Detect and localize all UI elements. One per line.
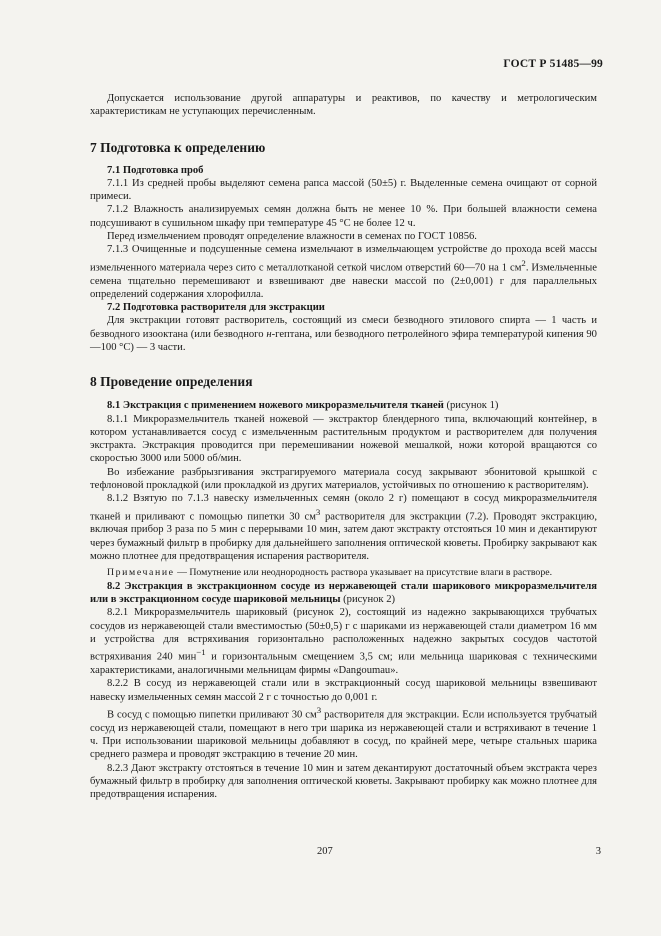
- note-label: Примечание: [107, 567, 175, 579]
- p72-part-a: Для экстракции готовят растворитель, состоящий из смеси безводного этилового спирта — 1 часть и безводного изооктана (или безводного: [90, 315, 597, 340]
- note: [90, 566, 597, 579]
- paragraph-7-1-3: [90, 243, 597, 301]
- section-8-title: 8 Проведение определения: [90, 374, 253, 390]
- subsection-8-2-ref: (рисунок 2): [340, 593, 396, 605]
- p713-superscript: 2: [521, 257, 526, 268]
- paragraph-8-2-1: [90, 606, 597, 677]
- subsection-8-1-title: [90, 399, 597, 412]
- subsection-7-2-title-text: 7.2 Подготовка растворителя для экстракции: [107, 302, 325, 314]
- p812-superscript: 3: [315, 506, 321, 517]
- paragraph-7-2: [90, 314, 597, 354]
- subsection-7-1-title-text: 7.1 Подготовка проб: [107, 164, 204, 176]
- standard-code: ГОСТ Р 51485—99: [503, 58, 603, 70]
- p822b-part-b: растворителя для экстракции. Если используется трубчатый сосуд из нержавеющей стали, помещают в него три шарика из нержавеющей стали и встряхивают в течение 1 ч. При использовании шариковой мельницы добавляют в сосуд, по крайней мере, четыре стальных шарика среднего размера и проводят экстракцию в течение 20 мин.: [90, 709, 597, 761]
- section-7-title: 7 Подготовка к определению: [90, 139, 266, 155]
- p812-part-b: растворителя для экстракции (7.2). Проводят экстракцию, включая прибор 3 раза по 5 мин с перерывами 10 мин, затем дают экстракту отстояться 10 мин и декантируют через бумажный фильтр в пробирку для дальнейшего заполнения оптической кюветы. Пробирку закрывают как можно плотнее для предотвращения испарения растворителя.: [90, 511, 597, 563]
- p713-part-a: 7.1.3 Очищенные и подсушенные семена измельчают в измельчающем устройстве до прохода всей массы измельченного материала через сито с металлотканой сеткой числом отверстий 60—70 на 1 см: [90, 244, 597, 274]
- subsection-7-1-title: [90, 164, 597, 177]
- p821-part-a: 8.2.1 Микроразмельчитель шариковый (рисунок 2), состоящий из надежно закрывающихся трубчатых сосудов из нержавеющей стали вместимостью (50±0,5) г с шариками из нержавеющей стали диаметром 16 мм и устройства для встряхивания горизонтально расположенных надежно закрытых сосудов частотой встряхивания 240 мин: [90, 607, 597, 663]
- p821-superscript: −1: [196, 647, 206, 658]
- paragraph-8-1-1: 8.1.1 Микроразмельчитель тканей ножевой — экстрактор блендерного типа, включающий контейнер, в котором устанавливается сосуд с измельченным растительным продуктом и растворителем для получения экстракта. Экстракция проводится при перемешивании ножевой мешалкой, ножи которой вращаются со скоростью 3000 или 5000 об/мин.: [90, 413, 597, 465]
- paragraph-8-1-2: [90, 492, 597, 563]
- p822b-part-a: В сосуд с помощью пипетки приливают 30 см: [107, 709, 317, 721]
- p821-part-b: и горизонтальным смещением 3,5 см; или мельница шариковая с техническими характеристиками, аналогичными мельницам фирмы «Dangoumau».: [90, 651, 598, 676]
- subsection-7-2-title: [90, 301, 597, 314]
- paragraph-7-1-2-b: Перед измельчением проводят определение влажности в семенах по ГОСТ 10856.: [107, 231, 477, 243]
- paragraph-7-1-1: 7.1.1 Из средней пробы выделяют семена рапса массой (50±5) г. Выделенные семена очищают от сорной примеси.: [90, 177, 597, 203]
- subsection-8-2-title-text: 8.2 Экстракция в экстракционном сосуде из нержавеющей стали шарикового микроразмельчителя или в экстракционном сосуде шариковой мельницы: [90, 580, 597, 605]
- p72-italic-n: н: [266, 328, 272, 340]
- paragraph-7-1-2: 7.1.2 Влажность анализируемых семян должна быть не менее 10 %. При большей влажности семена подсушивают в сушильном шкафу при температуре 45 °С не более 12 ч.: [90, 204, 597, 229]
- subsection-8-1-title-text: 8.1 Экстракция с применением ножевого микроразмельчителя тканей: [107, 400, 444, 412]
- p822b-superscript: 3: [316, 704, 322, 715]
- page-content: [90, 92, 597, 801]
- subsection-8-2-title: [90, 580, 597, 607]
- intro-paragraph: Допускается использование другой аппаратуры и реактивов, по качеству и метрологическим характеристикам не уступающих перечисленным.: [90, 93, 597, 118]
- p713-part-b: . Измельченные семена тщательно перемешивают и взвешивают две навески массой по (2±0,001) г для параллельных определений содержания хлорофилла.: [90, 262, 597, 300]
- paragraph-8-2-2: 8.2.2 В сосуд из нержавеющей стали или в экстракционный сосуд шариковой мельницы взвешивают навеску измельченных семян массой 2 г с точностью до 0,001 г.: [90, 678, 597, 703]
- note-text: — Помутнение или неоднородность раствора указывает на присутствие влаги в растворе.: [174, 567, 553, 579]
- paragraph-8-2-2-b: [90, 704, 597, 762]
- paragraph-8-2-3: 8.2.3 Дают экстракту отстояться в течение 10 мин и затем декантируют достаточный объем экстракта через бумажный фильтр в пробирку для заполнения оптической кюветы. Закрывают пробирку как можно плотнее для предотвращения испарения.: [90, 762, 597, 801]
- p812-part-a: 8.1.2 Взятую по 7.1.3 навеску измельченных семян (около 2 г) помещают в сосуд микроразмельчителя тканей и приливают с помощью пипетки 30 см: [90, 493, 597, 523]
- page-number: 207: [317, 846, 333, 857]
- paragraph-8-1-1-b: Во избежание разбрызгивания экстрагируемого материала сосуд закрывают эбонитовой крышкой с тефлоновой прокладкой (или прокладкой из других материалов, устойчивых по отношению к растворителям).: [90, 466, 597, 492]
- sheet-number: 3: [595, 846, 601, 857]
- p72-part-b: -гептана, или безводного петролейного эфира температурой кипения 90—100 °С) — 3 части.: [90, 328, 597, 353]
- subsection-8-1-ref: (рисунок 1): [443, 400, 499, 412]
